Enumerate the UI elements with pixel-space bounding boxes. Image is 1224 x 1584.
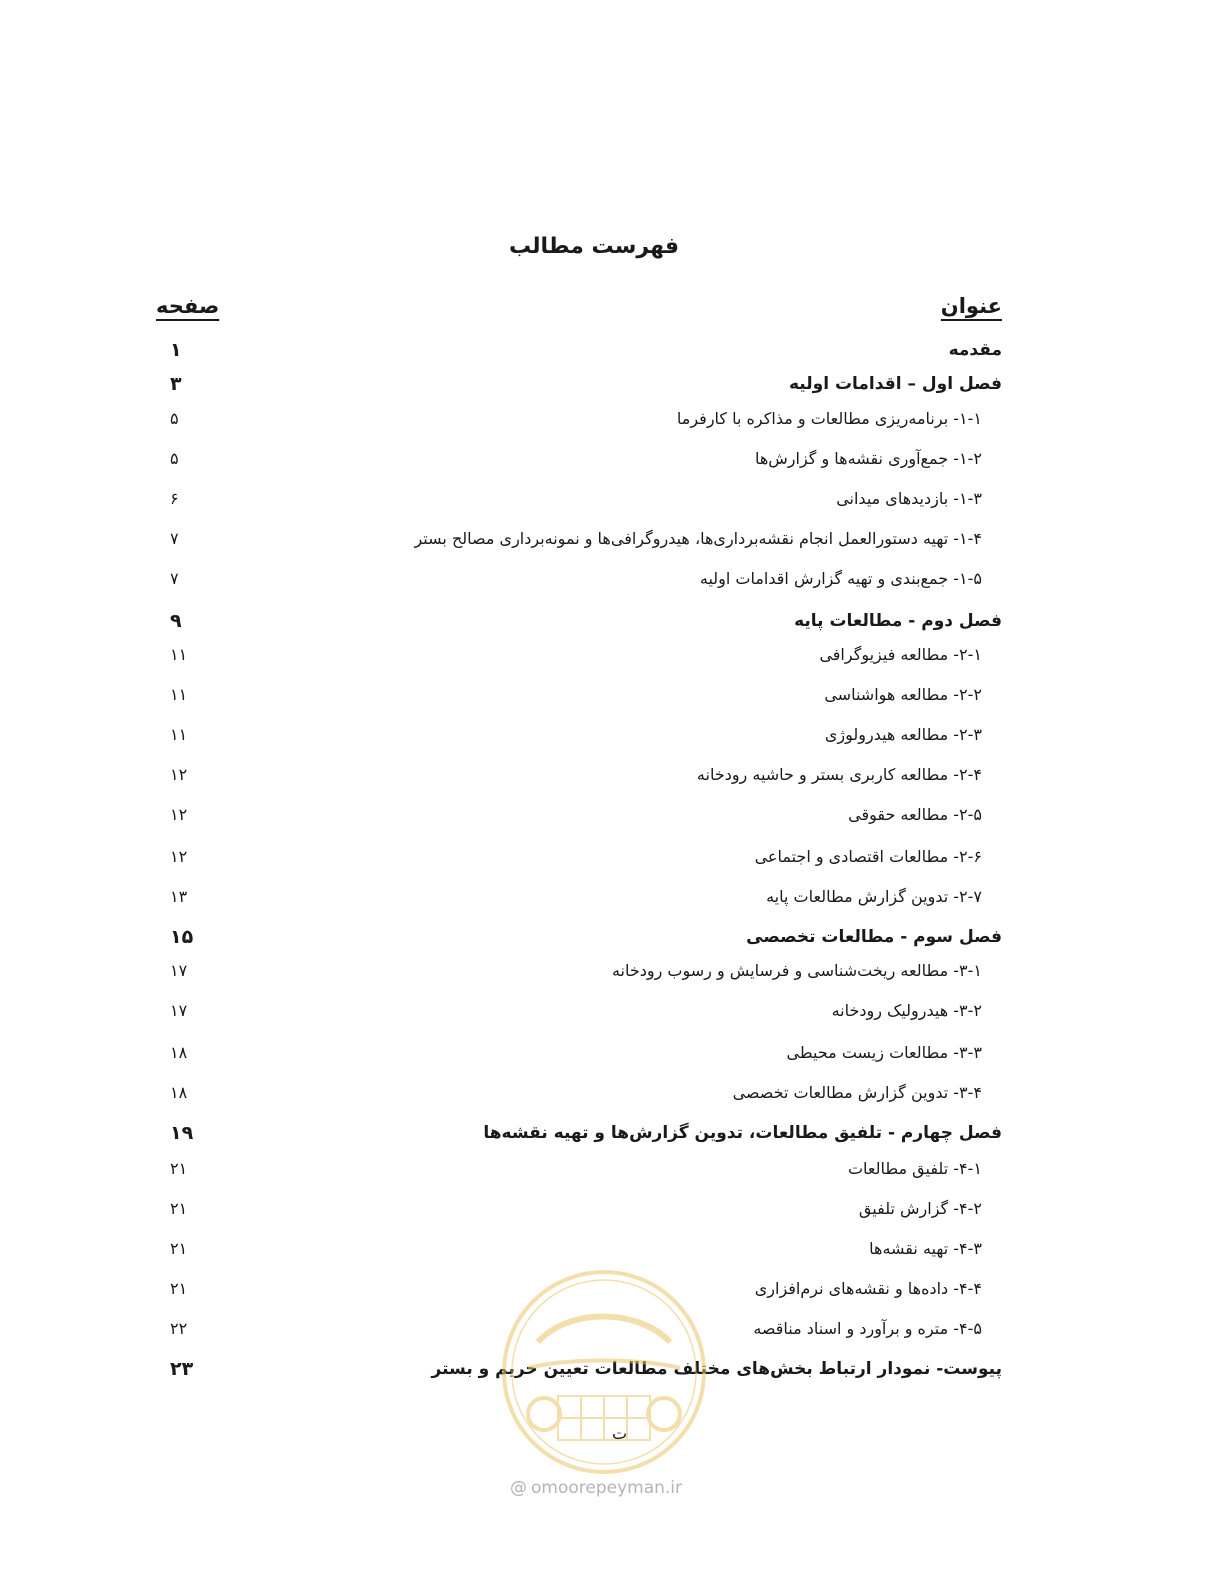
toc-entry-title: ۴-۳- تهیه نقشه‌ها — [869, 1239, 982, 1258]
toc-entry-title: فصل اول – اقدامات اولیه — [789, 374, 1002, 394]
toc-entry-title: ۱-۱- برنامه‌ریزی مطالعات و مذاکره با کارفرما — [676, 409, 982, 428]
toc-entry-title: ۲-۴- مطالعه کاربری بستر و حاشیه رودخانه — [696, 765, 982, 784]
toc-entry-page: ۹ — [170, 610, 182, 632]
toc-entry-title: ۳-۳- مطالعات زیست محیطی — [786, 1043, 982, 1062]
page-number: ت — [612, 1424, 628, 1443]
toc-entry-title: ۲-۱- مطالعه فیزیوگرافی — [819, 645, 982, 664]
toc-chapter-row[interactable] — [156, 369, 1002, 399]
toc-section-row[interactable] — [156, 444, 1002, 474]
toc-entry-title: ۱-۲- جمع‌آوری نقشه‌ها و گزارش‌ها — [754, 449, 982, 468]
toc-entry-title: فصل چهارم - تلفیق مطالعات، تدوین گزارش‌ها و تهیه نقشه‌ها — [483, 1123, 1002, 1143]
toc-section-row[interactable] — [156, 842, 1002, 872]
toc-entry-page: ۱۹ — [170, 1122, 194, 1144]
title-column-header: عنوان — [940, 294, 1002, 318]
toc-entry-page: ۱۲ — [170, 805, 188, 824]
toc-entry-title: ۱-۵- جمع‌بندی و تهیه گزارش اقدامات اولیه — [699, 569, 982, 588]
toc-section-row[interactable] — [156, 956, 1002, 986]
toc-entry-title: فصل دوم - مطالعات پایه — [794, 611, 1002, 631]
toc-entry-title: مقدمه — [948, 340, 1002, 360]
toc-entry-page: ۵ — [170, 409, 179, 428]
toc-entry-page: ۵ — [170, 449, 179, 468]
toc-section-row[interactable] — [156, 564, 1002, 594]
toc-entry-page: ۲۱ — [170, 1159, 188, 1178]
toc-entry-title: ۲-۷- تدوین گزارش مطالعات پایه — [766, 887, 982, 906]
watermark-logo-icon — [498, 1268, 710, 1476]
toc-section-row[interactable] — [156, 882, 1002, 912]
toc-section-row[interactable] — [156, 720, 1002, 750]
toc-section-row[interactable] — [156, 640, 1002, 670]
toc-chapter-row[interactable] — [156, 922, 1002, 952]
footer-site-link[interactable] — [510, 1478, 682, 1498]
toc-chapter-row[interactable] — [156, 335, 1002, 365]
toc-entry-title: پیوست- نمودار ارتباط بخش‌های مختلف مطالعات تعیین حریم و بستر — [431, 1359, 1002, 1379]
toc-entry-page: ۱۵ — [170, 926, 194, 948]
toc-section-row[interactable] — [156, 1038, 1002, 1068]
toc-entry-title: ۴-۴- داده‌ها و نقشه‌های نرم‌افزاری — [754, 1279, 982, 1298]
toc-entry-page: ۲۱ — [170, 1239, 188, 1258]
toc-section-row[interactable] — [156, 1234, 1002, 1264]
toc-section-row[interactable] — [156, 1194, 1002, 1224]
toc-entry-page: ۱۱ — [170, 725, 188, 744]
toc-entry-title: فصل سوم - مطالعات تخصصی — [746, 927, 1002, 947]
toc-entry-title: ۱-۴- تهیه دستورالعمل انجام نقشه‌برداری‌ها، هیدروگرافی‌ها و نمونه‌برداری مصالح بستر — [414, 529, 982, 548]
toc-entry-page: ۶ — [170, 489, 179, 508]
toc-entry-page: ۷ — [170, 529, 179, 548]
toc-entry-page: ۱۸ — [170, 1083, 188, 1102]
toc-section-row[interactable] — [156, 760, 1002, 790]
toc-entry-title: ۴-۵- متره و برآورد و اسناد مناقصه — [753, 1319, 982, 1338]
toc-entry-page: ۲۳ — [170, 1358, 194, 1380]
toc-entry-page: ۱۲ — [170, 847, 188, 866]
toc-entry-page: ۱۷ — [170, 961, 188, 980]
toc-chapter-row[interactable] — [156, 1118, 1002, 1148]
toc-entry-page: ۱ — [170, 339, 182, 361]
toc-section-row[interactable] — [156, 1078, 1002, 1108]
toc-entry-page: ۳ — [170, 373, 182, 395]
toc-entry-title: ۲-۶- مطالعات اقتصادی و اجتماعی — [754, 847, 982, 866]
toc-section-row[interactable] — [156, 680, 1002, 710]
toc-chapter-row[interactable] — [156, 606, 1002, 636]
toc-entry-page: ۱۳ — [170, 887, 188, 906]
toc-entry-page: ۷ — [170, 569, 179, 588]
footer-site-text: omoorepeyman.ir — [531, 1478, 683, 1498]
toc-entry-page: ۱۲ — [170, 765, 188, 784]
toc-entry-page: ۱۱ — [170, 685, 188, 704]
toc-entry-page: ۱۱ — [170, 645, 188, 664]
toc-entry-title: ۲-۳- مطالعه هیدرولوژی — [824, 725, 982, 744]
toc-section-row[interactable] — [156, 800, 1002, 830]
page-column-header: صفحه — [156, 294, 220, 318]
toc-entry-title: ۳-۱- مطالعه ریخت‌شناسی و فرسایش و رسوب رودخانه — [611, 961, 982, 980]
toc-section-row[interactable] — [156, 404, 1002, 434]
toc-entry-page: ۲۱ — [170, 1279, 188, 1298]
at-sign-icon: @ — [510, 1478, 527, 1498]
toc-entry-title: ۲-۵- مطالعه حقوقی — [848, 805, 982, 824]
page-title: فهرست مطالب — [508, 234, 680, 259]
toc-entry-page: ۲۱ — [170, 1199, 188, 1218]
toc-entry-title: ۴-۲- گزارش تلفیق — [858, 1199, 982, 1218]
toc-section-row[interactable] — [156, 524, 1002, 554]
toc-entry-title: ۳-۲- هیدرولیک رودخانه — [831, 1001, 982, 1020]
toc-section-row[interactable] — [156, 484, 1002, 514]
toc-entry-title: ۲-۲- مطالعه هواشناسی — [824, 685, 982, 704]
toc-entry-title: ۳-۴- تدوین گزارش مطالعات تخصصی — [732, 1083, 982, 1102]
toc-entry-title: ۱-۳- بازدیدهای میدانی — [836, 489, 982, 508]
toc-section-row[interactable] — [156, 1154, 1002, 1184]
toc-entry-page: ۲۲ — [170, 1319, 188, 1338]
toc-entry-title: ۴-۱- تلفیق مطالعات — [847, 1159, 982, 1178]
toc-entry-page: ۱۷ — [170, 1001, 188, 1020]
toc-section-row[interactable] — [156, 996, 1002, 1026]
toc-entry-page: ۱۸ — [170, 1043, 188, 1062]
